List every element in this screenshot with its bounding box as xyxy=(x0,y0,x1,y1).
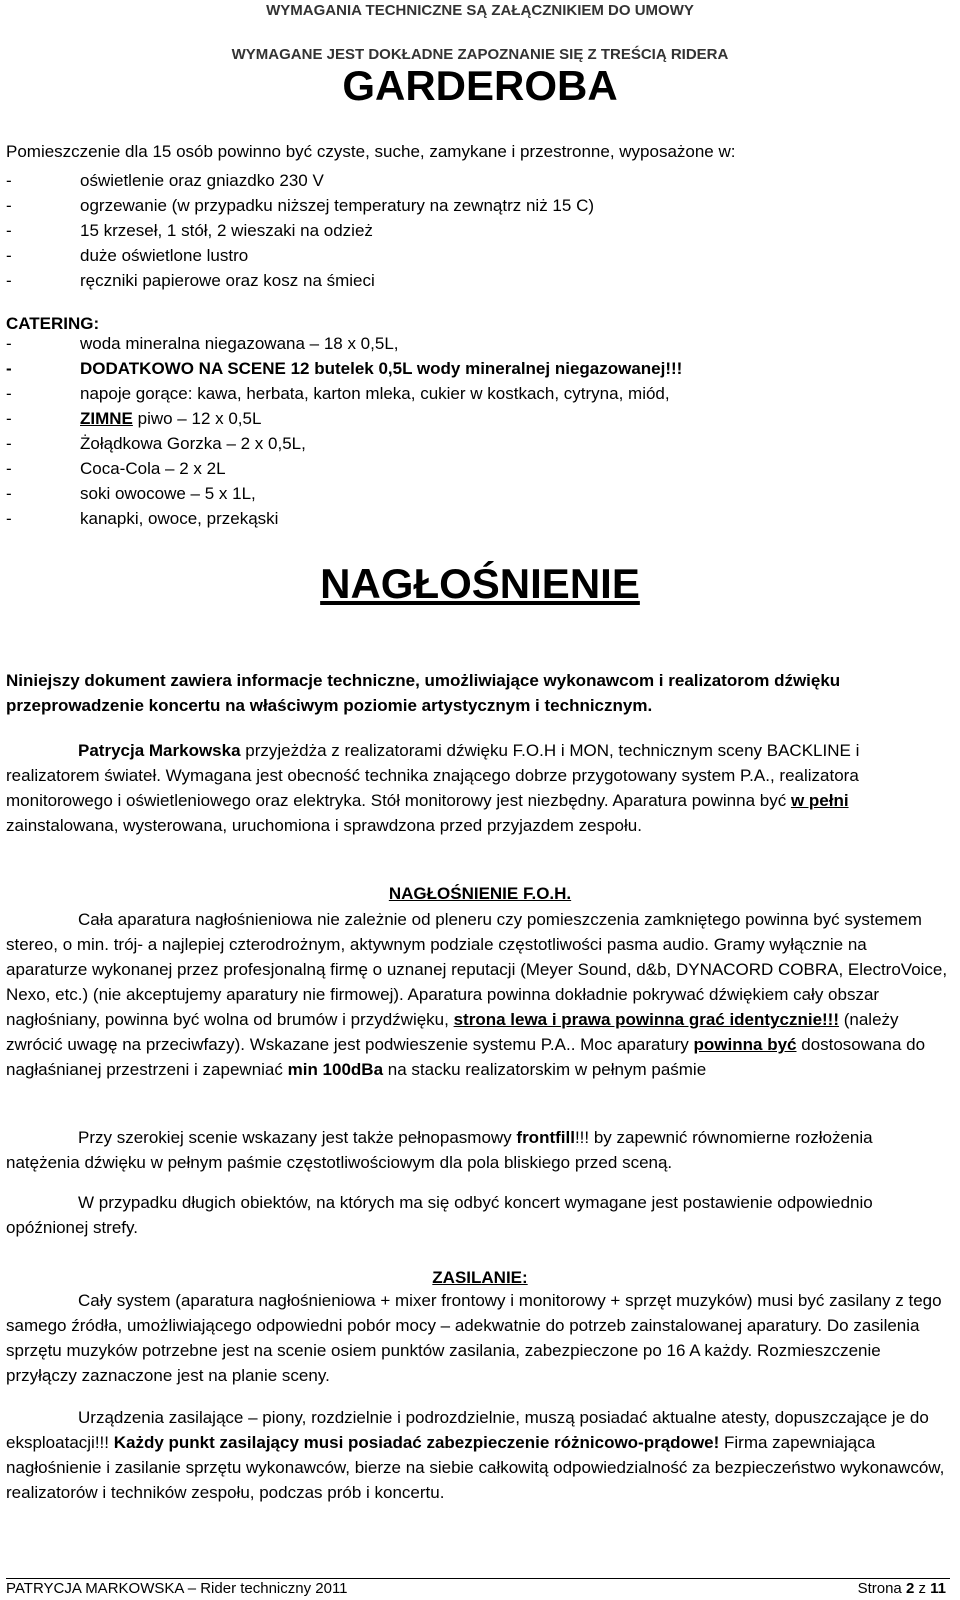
header-line-1: WYMAGANIA TECHNICZNE SĄ ZAŁĄCZNIKIEM DO UMOWY xyxy=(266,2,694,19)
band-name: Patrycja Markowska xyxy=(78,741,241,760)
list-item: - woda mineralna niegazowana – 18 x 0,5L, xyxy=(6,334,399,353)
list-item: - DODATKOWO NA SCENE 12 butelek 0,5L wody mineralnej niegazowanej!!! xyxy=(6,359,683,378)
foh-title: NAGŁOŚNIENIE F.O.H. xyxy=(388,884,572,903)
garderoba-title: GARDEROBA xyxy=(342,62,618,109)
band-paragraph: Patrycja Markowska przyjeżdża z realizatorami dźwięku F.O.H i MON, technicznym sceny BACKLINE i realizatorem świateł. Wymagana jest obecność technika znającego dobrze przygotowany system P.A., realizatora monitorowego i oświetleniowego oraz elektryka. Stół monitorowy jest niezbędny. Aparatura powinna być w pełni zainstalowana, wysterowana, uruchomiona i sprawdzona przed przyjazdem zespołu. xyxy=(6,741,860,835)
footer-title: PATRYCJA MARKOWSKA – Rider techniczny 2011 xyxy=(6,1580,348,1597)
list-item: - ogrzewanie (w przypadku niższej temperatury na zewnątrz niż 15 C) xyxy=(6,196,595,215)
foh-paragraph-1: Cała aparatura nagłośnieniowa nie zależnie od pleneru czy pomieszczenia zamkniętego powinna być systemem stereo, o min. trój- a najlepiej czterodrożnym, aktywnym podziale częstotliwości pasma audio. Gramy wyłącznie na aparaturze wykonanej przez profesjonalną firmę o uznanej reputacji (Meyer Sound, d&b, DYNACORD COBRA, ElectroVoice, Nexo, etc.) (nie akceptujemy aparatury nie firmowej). Aparatura powinna dokładnie pokrywać dźwiękiem cały obszar nagłośniany, powinna być wolna od brumów i przydźwięku, strona lewa i prawa powinna grać identycznie!!! (należy zwrócić uwagę na przeciwfazy). Wskazane jest podwieszenie systemu P.A.. Moc aparatury powinna być dostosowana do nagłaśnianej przestrzeni i zapewniać min 100dBa na stacku realizatorskim w pełnym paśmie xyxy=(6,910,948,1079)
foh-paragraph-3: W przypadku długich obiektów, na których ma się odbyć koncert wymagane jest postawienie odpowiednio opóźnionej strefy. xyxy=(6,1193,873,1237)
list-item: - duże oświetlone lustro xyxy=(6,246,249,265)
garderoba-intro: Pomieszczenie dla 15 osób powinno być czyste, suche, zamykane i przestronne, wyposażone w: xyxy=(6,142,736,161)
list-item: - ZIMNE piwo – 12 x 0,5L xyxy=(6,409,262,428)
list-item: - soki owocowe – 5 x 1L, xyxy=(6,484,256,503)
list-item: - ręczniki papierowe oraz kosz na śmieci xyxy=(6,271,375,290)
page-number: Strona 2 z 11 xyxy=(857,1580,946,1597)
catering-list xyxy=(6,331,682,531)
naglosnienie-info: Niniejszy dokument zawiera informacje techniczne, umożliwiające wykonawcom i realizatorom dźwięku przeprowadzenie koncertu na właściwym poziomie artystycznym i technicznym. xyxy=(6,671,841,715)
header-line-2: WYMAGANE JEST DOKŁADNE ZAPOZNANIE SIĘ Z TREŚCIĄ RIDERA xyxy=(231,46,729,63)
footer-divider xyxy=(6,1578,950,1579)
list-item: - napoje gorące: kawa, herbata, karton mleka, cukier w kostkach, cytryna, miód, xyxy=(6,384,670,403)
zasilanie-title: ZASILANIE: xyxy=(432,1268,528,1287)
garderoba-list xyxy=(6,168,594,293)
list-item: - oświetlenie oraz gniazdko 230 V xyxy=(6,171,324,190)
zasilanie-paragraph-2: Urządzenia zasilające – piony, rozdzielnie i podrozdzielnie, muszą posiadać aktualne atesty, dopuszczające je do eksploatacji!!! Każdy punkt zasilający musi posiadać zabezpieczenie różnicowo-prądowe! Firma zapewniająca nagłośnienie i zasilanie sprzętu wykonawców, bierze na siebie całkowitą odpowiedzialność za bezpieczeństwo wykonawców, realizatorów i techników zespołu, podczas prób i koncertu. xyxy=(6,1408,945,1502)
list-item: - 15 krzeseł, 1 stół, 2 wieszaki na odzież xyxy=(6,221,373,240)
catering-title: CATERING: xyxy=(6,314,100,333)
list-item: - Żołądkowa Gorzka – 2 x 0,5L, xyxy=(6,434,306,453)
naglosnienie-title: NAGŁOŚNIENIE xyxy=(320,560,640,607)
zasilanie-paragraph-1: Cały system (aparatura nagłośnieniowa + mixer frontowy i monitorowy + sprzęt muzyków) musi być zasilany z tego samego źródła, umożliwiającego odpowiedni pobór mocy – adekwatnie do potrzeb zainstalowanej aparatury. Do zasilenia sprzętu muzyków potrzebne jest na scenie osiem punktów zasilania, zabezpieczone po 16 A każdy. Rozmieszczenie przyłączy zaznaczone jest na planie sceny. xyxy=(6,1291,942,1385)
foh-paragraph-2: Przy szerokiej scenie wskazany jest także pełnopasmowy frontfill!!! by zapewnić równomierne rozłożenia natężenia dźwięku w pełnym paśmie częstotliwościowym dla pola bliskiego przed sceną. xyxy=(6,1128,873,1172)
list-item: - kanapki, owoce, przekąski xyxy=(6,509,279,528)
list-item: - Coca-Cola – 2 x 2L xyxy=(6,459,226,478)
